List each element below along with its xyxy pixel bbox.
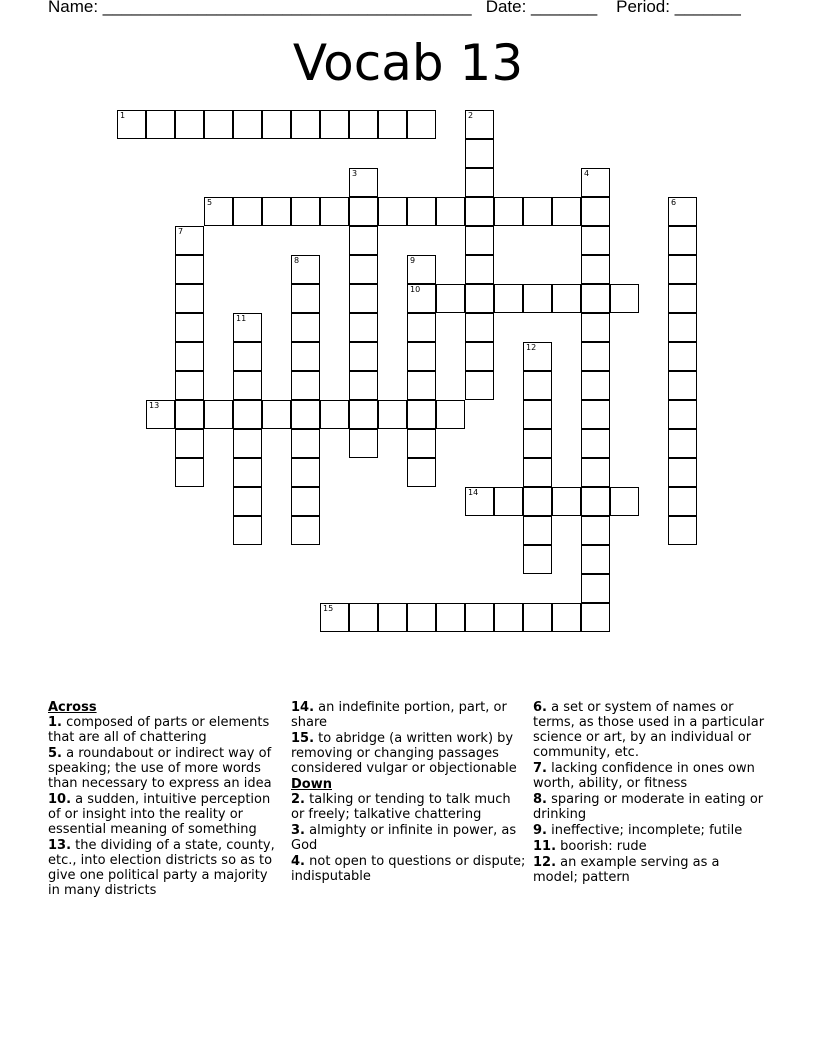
grid-cell[interactable] [407,429,436,458]
clue-down-4 [291,854,526,884]
grid-cell[interactable] [291,487,320,516]
clue-text: to abridge (a written work) by removing or changing passages considered vulgar or objectionable [291,731,517,776]
grid-cell[interactable] [610,487,639,516]
grid-cell[interactable] [233,458,262,487]
clue-number-label: 2 [468,111,474,120]
clue-number-label: 1 [120,111,126,120]
clue-number-label: 11 [236,314,247,323]
clue-number: 14. [291,700,315,715]
clue-down-8 [533,792,768,822]
grid-cell[interactable] [668,487,697,516]
clue-down-2 [291,792,526,822]
grid-cell[interactable] [581,574,610,603]
grid-cell[interactable] [233,371,262,400]
grid-cell[interactable] [320,197,349,226]
grid-cell[interactable] [436,400,465,429]
grid-cell[interactable] [668,400,697,429]
grid-cell[interactable] [668,255,697,284]
grid-cell[interactable] [523,400,552,429]
grid-cell[interactable] [175,429,204,458]
grid-cell[interactable] [523,545,552,574]
grid-cell[interactable] [523,197,552,226]
grid-cell[interactable] [349,371,378,400]
grid-cell[interactable] [581,545,610,574]
clue-number: 13. [48,838,72,853]
grid-cell[interactable] [668,197,697,226]
clue-number: 7. [533,761,547,776]
grid-cell[interactable] [494,603,523,632]
grid-cell[interactable] [581,400,610,429]
grid-cell[interactable] [146,400,175,429]
grid-cell[interactable] [233,516,262,545]
grid-cell[interactable] [349,313,378,342]
grid-cell[interactable] [523,371,552,400]
clue-number-label: 5 [207,198,213,207]
grid-cell[interactable] [233,197,262,226]
grid-cell[interactable] [175,458,204,487]
clue-across-10 [48,792,283,837]
clue-text: sparing or moderate in eating or drinking [533,792,764,822]
grid-cell[interactable] [552,284,581,313]
grid-cell[interactable] [610,284,639,313]
grid-cell[interactable] [465,110,494,139]
down-heading: Down [291,777,332,792]
grid-cell[interactable] [581,226,610,255]
puzzle-title: Vocab 13 [292,34,524,92]
grid-cell[interactable] [465,226,494,255]
grid-cell[interactable] [407,255,436,284]
clue-down-3 [291,823,526,853]
grid-cell[interactable] [291,284,320,313]
grid-cell[interactable] [523,284,552,313]
grid-cell[interactable] [233,429,262,458]
grid-cell[interactable] [523,429,552,458]
grid-cell[interactable] [291,197,320,226]
grid-cell[interactable] [407,110,436,139]
grid-cell[interactable] [349,429,378,458]
clue-number: 15. [291,731,315,746]
clue-number-label: 14 [468,488,479,497]
grid-cell[interactable] [175,226,204,255]
grid-cell[interactable] [523,342,552,371]
clue-text: not open to questions or dispute; indisputable [291,854,526,884]
clue-down-12 [533,855,768,885]
grid-cell[interactable] [233,110,262,139]
grid-cell[interactable] [233,342,262,371]
grid-cell[interactable] [668,226,697,255]
clue-across-13 [48,838,283,898]
grid-cell[interactable] [378,603,407,632]
grid-cell[interactable] [291,458,320,487]
clue-down-11 [533,839,768,854]
clue-text: almighty or infinite in power, as God [291,823,517,853]
clue-down-6 [533,700,768,760]
clue-number: 6. [533,700,547,715]
grid-cell[interactable] [581,313,610,342]
grid-cell[interactable] [465,139,494,168]
grid-cell[interactable] [175,313,204,342]
grid-cell[interactable] [291,110,320,139]
grid-cell[interactable] [407,458,436,487]
grid-cell[interactable] [378,197,407,226]
grid-cell[interactable] [175,284,204,313]
clue-text: ineffective; incomplete; futile [551,823,743,838]
grid-cell[interactable] [204,400,233,429]
grid-cell[interactable] [204,110,233,139]
grid-cell[interactable] [668,371,697,400]
clue-text: the dividing of a state, county, etc., into election districts so as to give one political party a majority in many districts [48,838,275,898]
grid-cell[interactable] [407,603,436,632]
grid-cell[interactable] [465,603,494,632]
grid-cell[interactable] [291,255,320,284]
grid-cell[interactable] [407,313,436,342]
grid-cell[interactable] [581,487,610,516]
clue-number: 11. [533,839,557,854]
grid-cell[interactable] [436,197,465,226]
grid-cell[interactable] [465,371,494,400]
grid-cell[interactable] [262,400,291,429]
grid-cell[interactable] [581,458,610,487]
grid-cell[interactable] [552,487,581,516]
grid-cell[interactable] [407,197,436,226]
grid-cell[interactable] [523,516,552,545]
across-heading: Across [48,700,97,715]
grid-cell[interactable] [320,110,349,139]
grid-cell[interactable] [291,313,320,342]
grid-cell[interactable] [407,342,436,371]
grid-cell[interactable] [291,342,320,371]
grid-cell[interactable] [175,371,204,400]
grid-cell[interactable] [349,342,378,371]
clue-text: a sudden, intuitive perception of or insight into the reality or essential meaning of something [48,792,271,837]
grid-cell[interactable] [349,226,378,255]
clue-text: a set or system of names or terms, as those used in a particular science or art, by an individual or community, etc. [533,700,765,760]
grid-cell[interactable] [407,371,436,400]
grid-cell[interactable] [581,429,610,458]
grid-cell[interactable] [668,313,697,342]
grid-cell[interactable] [407,400,436,429]
clue-number-label: 10 [410,285,421,294]
clue-number: 3. [291,823,305,838]
grid-cell[interactable] [117,110,146,139]
grid-cell[interactable] [581,255,610,284]
clue-across-15 [291,731,526,776]
clue-across-5 [48,746,283,791]
grid-cell[interactable] [175,255,204,284]
clue-across-14 [291,700,526,730]
grid-cell[interactable] [349,110,378,139]
grid-cell[interactable] [146,110,175,139]
header-fields: Name: _______________________________________ Date: _______ Period: _______ [48,0,741,16]
clue-text: lacking confidence in ones own worth, ability, or fitness [533,761,755,791]
clues-column-2 [291,700,526,885]
grid-cell[interactable] [349,400,378,429]
clue-across-1 [48,715,283,745]
grid-cell[interactable] [291,516,320,545]
grid-cell[interactable] [494,284,523,313]
grid-cell[interactable] [291,400,320,429]
grid-cell[interactable] [320,400,349,429]
grid-cell[interactable] [349,255,378,284]
grid-cell[interactable] [349,284,378,313]
clue-down-9 [533,823,768,838]
clue-text: an indefinite portion, part, or share [291,700,507,730]
clues-column-3 [533,700,768,886]
clue-number-label: 7 [178,227,184,236]
grid-cell[interactable] [233,487,262,516]
grid-cell[interactable] [581,603,610,632]
clue-number-label: 13 [149,401,160,410]
clue-number-label: 3 [352,169,358,178]
clue-number-label: 4 [584,169,590,178]
clue-number: 12. [533,855,557,870]
grid-cell[interactable] [668,516,697,545]
grid-cell[interactable] [581,371,610,400]
clue-text: boorish: rude [560,839,647,854]
grid-cell[interactable] [262,110,291,139]
grid-cell[interactable] [378,110,407,139]
clue-number: 8. [533,792,547,807]
grid-cell[interactable] [668,458,697,487]
grid-cell[interactable] [233,313,262,342]
clue-number: 1. [48,715,62,730]
grid-cell[interactable] [581,284,610,313]
grid-cell[interactable] [581,342,610,371]
grid-cell[interactable] [552,197,581,226]
grid-cell[interactable] [175,110,204,139]
grid-cell[interactable] [407,284,436,313]
clue-number: 4. [291,854,305,869]
grid-cell[interactable] [552,603,581,632]
grid-cell[interactable] [204,197,233,226]
grid-cell[interactable] [320,603,349,632]
grid-cell[interactable] [175,342,204,371]
clue-number: 5. [48,746,62,761]
grid-cell[interactable] [349,168,378,197]
grid-cell[interactable] [349,197,378,226]
grid-cell[interactable] [668,342,697,371]
clue-text: a roundabout or indirect way of speaking; the use of more words than necessary to express an idea [48,746,272,791]
grid-cell[interactable] [291,429,320,458]
grid-cell[interactable] [494,197,523,226]
grid-cell[interactable] [494,487,523,516]
clue-number-label: 9 [410,256,416,265]
grid-cell[interactable] [465,342,494,371]
grid-cell[interactable] [378,400,407,429]
grid-cell[interactable] [523,603,552,632]
grid-cell[interactable] [262,197,291,226]
clue-number: 2. [291,792,305,807]
grid-cell[interactable] [233,400,262,429]
clues-column-1 [48,700,283,899]
grid-cell[interactable] [465,255,494,284]
grid-cell[interactable] [668,429,697,458]
clue-number-label: 6 [671,198,677,207]
grid-cell[interactable] [465,487,494,516]
grid-cell[interactable] [465,168,494,197]
grid-cell[interactable] [523,458,552,487]
grid-cell[interactable] [175,400,204,429]
grid-cell[interactable] [581,516,610,545]
grid-cell[interactable] [581,197,610,226]
grid-cell[interactable] [581,168,610,197]
grid-cell[interactable] [436,603,465,632]
clue-text: talking or tending to talk much or freely; talkative chattering [291,792,511,822]
clue-number: 9. [533,823,547,838]
clue-number-label: 15 [323,604,334,613]
grid-cell[interactable] [523,487,552,516]
clue-text: composed of parts or elements that are all of chattering [48,715,270,745]
clue-number-label: 8 [294,256,300,265]
grid-cell[interactable] [465,284,494,313]
grid-cell[interactable] [291,371,320,400]
clue-down-7 [533,761,768,791]
clue-text: an example serving as a model; pattern [533,855,720,885]
clue-number-label: 12 [526,343,537,352]
clue-number: 10. [48,792,72,807]
grid-cell[interactable] [349,603,378,632]
grid-cell[interactable] [436,284,465,313]
grid-cell[interactable] [668,284,697,313]
grid-cell[interactable] [465,313,494,342]
grid-cell[interactable] [465,197,494,226]
